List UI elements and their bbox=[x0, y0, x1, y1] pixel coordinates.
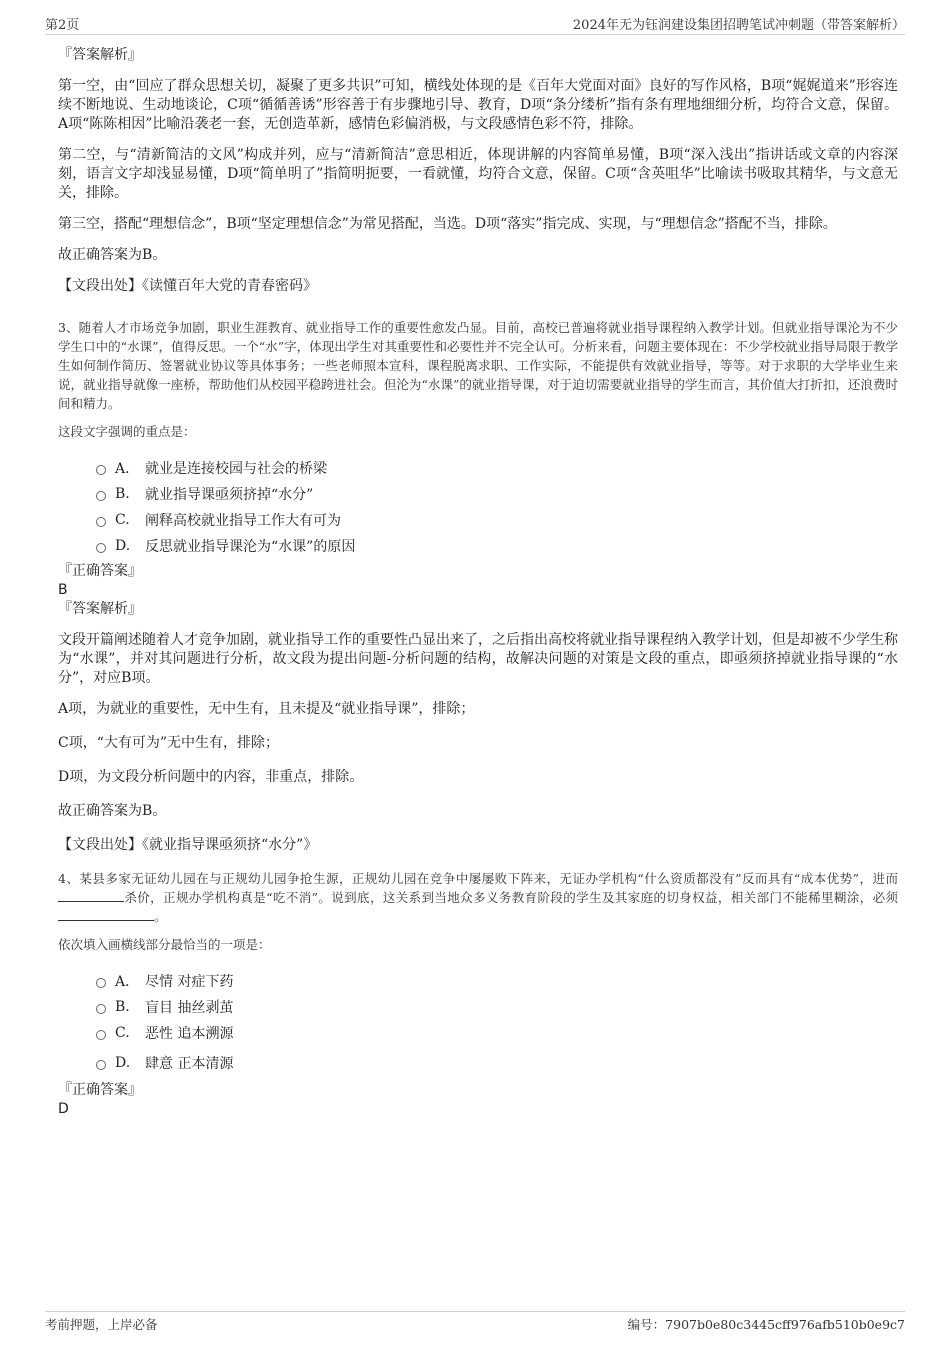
option-text: 盲目 抽丝剥茧 bbox=[145, 1000, 234, 1016]
q2-conclusion: 故正确答案为B。 bbox=[58, 247, 167, 263]
radio-button[interactable] bbox=[96, 491, 106, 501]
option-text: 反思就业指导课沦为“水课”的原因 bbox=[145, 539, 356, 555]
q3-note-c: C项，“大有可为”无中生有，排除； bbox=[58, 735, 280, 751]
option-letter: D. bbox=[115, 538, 131, 554]
q3-note-d: D项，为文段分析问题中的内容，非重点，排除。 bbox=[58, 769, 364, 785]
radio-button[interactable] bbox=[96, 543, 106, 553]
q3-conclusion: 故正确答案为B。 bbox=[58, 803, 167, 819]
option-a[interactable] bbox=[96, 968, 898, 994]
option-letter: C. bbox=[115, 1025, 130, 1041]
q2-analysis-para-3: 第三空，搭配“理想信念”，B项“坚定理想信念”为常见搭配，当选。D项“落实”指完成、实现，与“理想信念”搭配不当，排除。 bbox=[58, 216, 837, 232]
question-3-options bbox=[58, 455, 898, 559]
option-a[interactable] bbox=[96, 455, 898, 481]
q2-analysis-tag: 『答案解析』 bbox=[58, 47, 142, 63]
q3-analysis-tag: 『答案解析』 bbox=[58, 601, 142, 617]
question-4-text bbox=[58, 869, 898, 926]
q4-text-part-1: 4、某县多家无证幼儿园在与正规幼儿园争抢生源，正规幼儿园在竞争中屡屡败下阵来，无证办学机构“什么资质都没有”反而具有“成本优势”，进而 bbox=[58, 871, 898, 886]
q4-correct-answer-tag: 『正确答案』 bbox=[58, 1082, 142, 1098]
option-text: 尽情 对症下药 bbox=[145, 974, 234, 990]
option-c[interactable] bbox=[96, 507, 898, 533]
q3-analysis: 文段开篇阐述随着人才竞争加剧，就业指导工作的重要性凸显出来了，之后指出高校将就业指导课程纳入教学计划，但是却被不少学生称为“水课”，并对其问题进行分析，故文段为提出问题-分析问题的结构，故解决问题的对策是文段的重点，即亟须挤掉就业指导课的“水分”，对应B项。 bbox=[58, 632, 898, 686]
option-letter: A． bbox=[115, 974, 140, 990]
page-content bbox=[58, 45, 898, 1118]
blank-2 bbox=[58, 908, 154, 921]
option-d[interactable] bbox=[96, 1050, 898, 1076]
option-letter: D. bbox=[115, 1055, 131, 1071]
q2-analysis-para-2: 第二空，与“清新简洁的文风”构成并列，应与“清新简洁”意思相近，体现讲解的内容简单易懂，B项“深入浅出”指讲话或文章的内容深刻，语言文字却浅显易懂，D项“简单明了”指简明扼要，一看就懂，均符合文意，保留。C项“含英咀华”比喻读书吸取其精华，与文意无关，排除。 bbox=[58, 147, 898, 201]
option-letter: B. bbox=[115, 999, 130, 1015]
radio-button[interactable] bbox=[96, 978, 106, 988]
question-3-text: 3、随着人才市场竞争加剧，职业生涯教育、就业指导工作的重要性愈发凸显。目前，高校已普遍将就业指导课程纳入教学计划。但就业指导课沦为不少学生口中的“水课”，值得反思。一个“水”字，体现出学生对其重要性和必要性并不完全认可。分析来看，问题主要体现在：不少学校就业指导局限于教学生如何制作简历、签署就业协议等具体事务；一些老师照本宣科，课程脱离求职、工作实际，不能提供有效就业指导，等等。对于求职的大学毕业生来说，就业指导就像一座桥，帮助他们从校园平稳跨进社会。但沦为“水课”的就业指导课，对于迫切需要就业指导的学生而言，其价值大打折扣，还浪费时间和精力。 bbox=[58, 320, 898, 411]
page-footer bbox=[45, 1311, 905, 1337]
option-letter: C. bbox=[115, 512, 130, 528]
option-text: 就业指导课亟须挤掉“水分” bbox=[145, 487, 314, 503]
option-letter: B. bbox=[115, 486, 130, 502]
q4-text-part-3: 。 bbox=[154, 909, 167, 924]
q4-text-part-2: 杀价，正规办学机构真是“吃不消”。说到底，这关系到当地众多义务教育阶段的学生及其家庭的切身权益，相关部门不能稀里糊涂，必须 bbox=[124, 890, 898, 905]
q2-source: 【文段出处】《读懂百年大党的青春密码》 bbox=[58, 278, 317, 294]
option-d[interactable] bbox=[96, 533, 898, 559]
question-4-prompt: 依次填入画横线部分最恰当的一项是： bbox=[58, 937, 271, 952]
option-c[interactable] bbox=[96, 1020, 898, 1046]
q2-analysis-para-1: 第一空，由“回应了群众思想关切，凝聚了更多共识”可知，横线处体现的是《百年大党面对面》良好的写作风格，B项“娓娓道来”形容连续不断地说、生动地谈论，C项“循循善诱”形容善于有步骤地引导、教育，D项“条分缕析”指有条有理地细细分析，均符合文意，保留。A项“陈陈相因”比喻沿袭老一套，无创造革新，感情色彩偏消极，与文段感情色彩不符，排除。 bbox=[58, 78, 898, 132]
option-text: 肆意 正本清源 bbox=[145, 1056, 234, 1072]
q3-source: 【文段出处】《就业指导课亟须挤“水分”》 bbox=[58, 837, 318, 853]
option-text: 恶性 追本溯源 bbox=[145, 1026, 234, 1042]
option-b[interactable] bbox=[96, 994, 898, 1020]
radio-button[interactable] bbox=[96, 465, 106, 475]
q3-note-a: A项，为就业的重要性，无中生有，且未提及“就业指导课”，排除； bbox=[58, 701, 475, 717]
radio-button[interactable] bbox=[96, 1030, 106, 1040]
document-title: 2024年无为钰润建设集团招聘笔试冲刺题（带答案解析） bbox=[572, 18, 905, 33]
footer-slogan: 考前押题，上岸必备 bbox=[45, 1317, 158, 1332]
document-code: 编号：7907b0e80c3445cff976afb510b0e9c7 bbox=[627, 1317, 905, 1332]
question-3-prompt: 这段文字强调的重点是： bbox=[58, 424, 196, 439]
option-text: 就业是连接校园与社会的桥梁 bbox=[145, 461, 327, 477]
option-letter: A． bbox=[115, 461, 140, 477]
q3-correct-answer: B bbox=[58, 582, 68, 598]
option-b[interactable] bbox=[96, 481, 898, 507]
question-4-options bbox=[58, 968, 898, 1076]
page-number: 第2页 bbox=[45, 18, 80, 33]
radio-button[interactable] bbox=[96, 517, 106, 527]
option-text: 阐释高校就业指导工作大有可为 bbox=[145, 513, 341, 529]
radio-button[interactable] bbox=[96, 1060, 106, 1070]
radio-button[interactable] bbox=[96, 1004, 106, 1014]
q3-correct-answer-tag: 『正确答案』 bbox=[58, 563, 142, 579]
blank-1 bbox=[58, 889, 124, 902]
q4-correct-answer: D bbox=[58, 1101, 69, 1117]
page-header bbox=[45, 12, 905, 35]
